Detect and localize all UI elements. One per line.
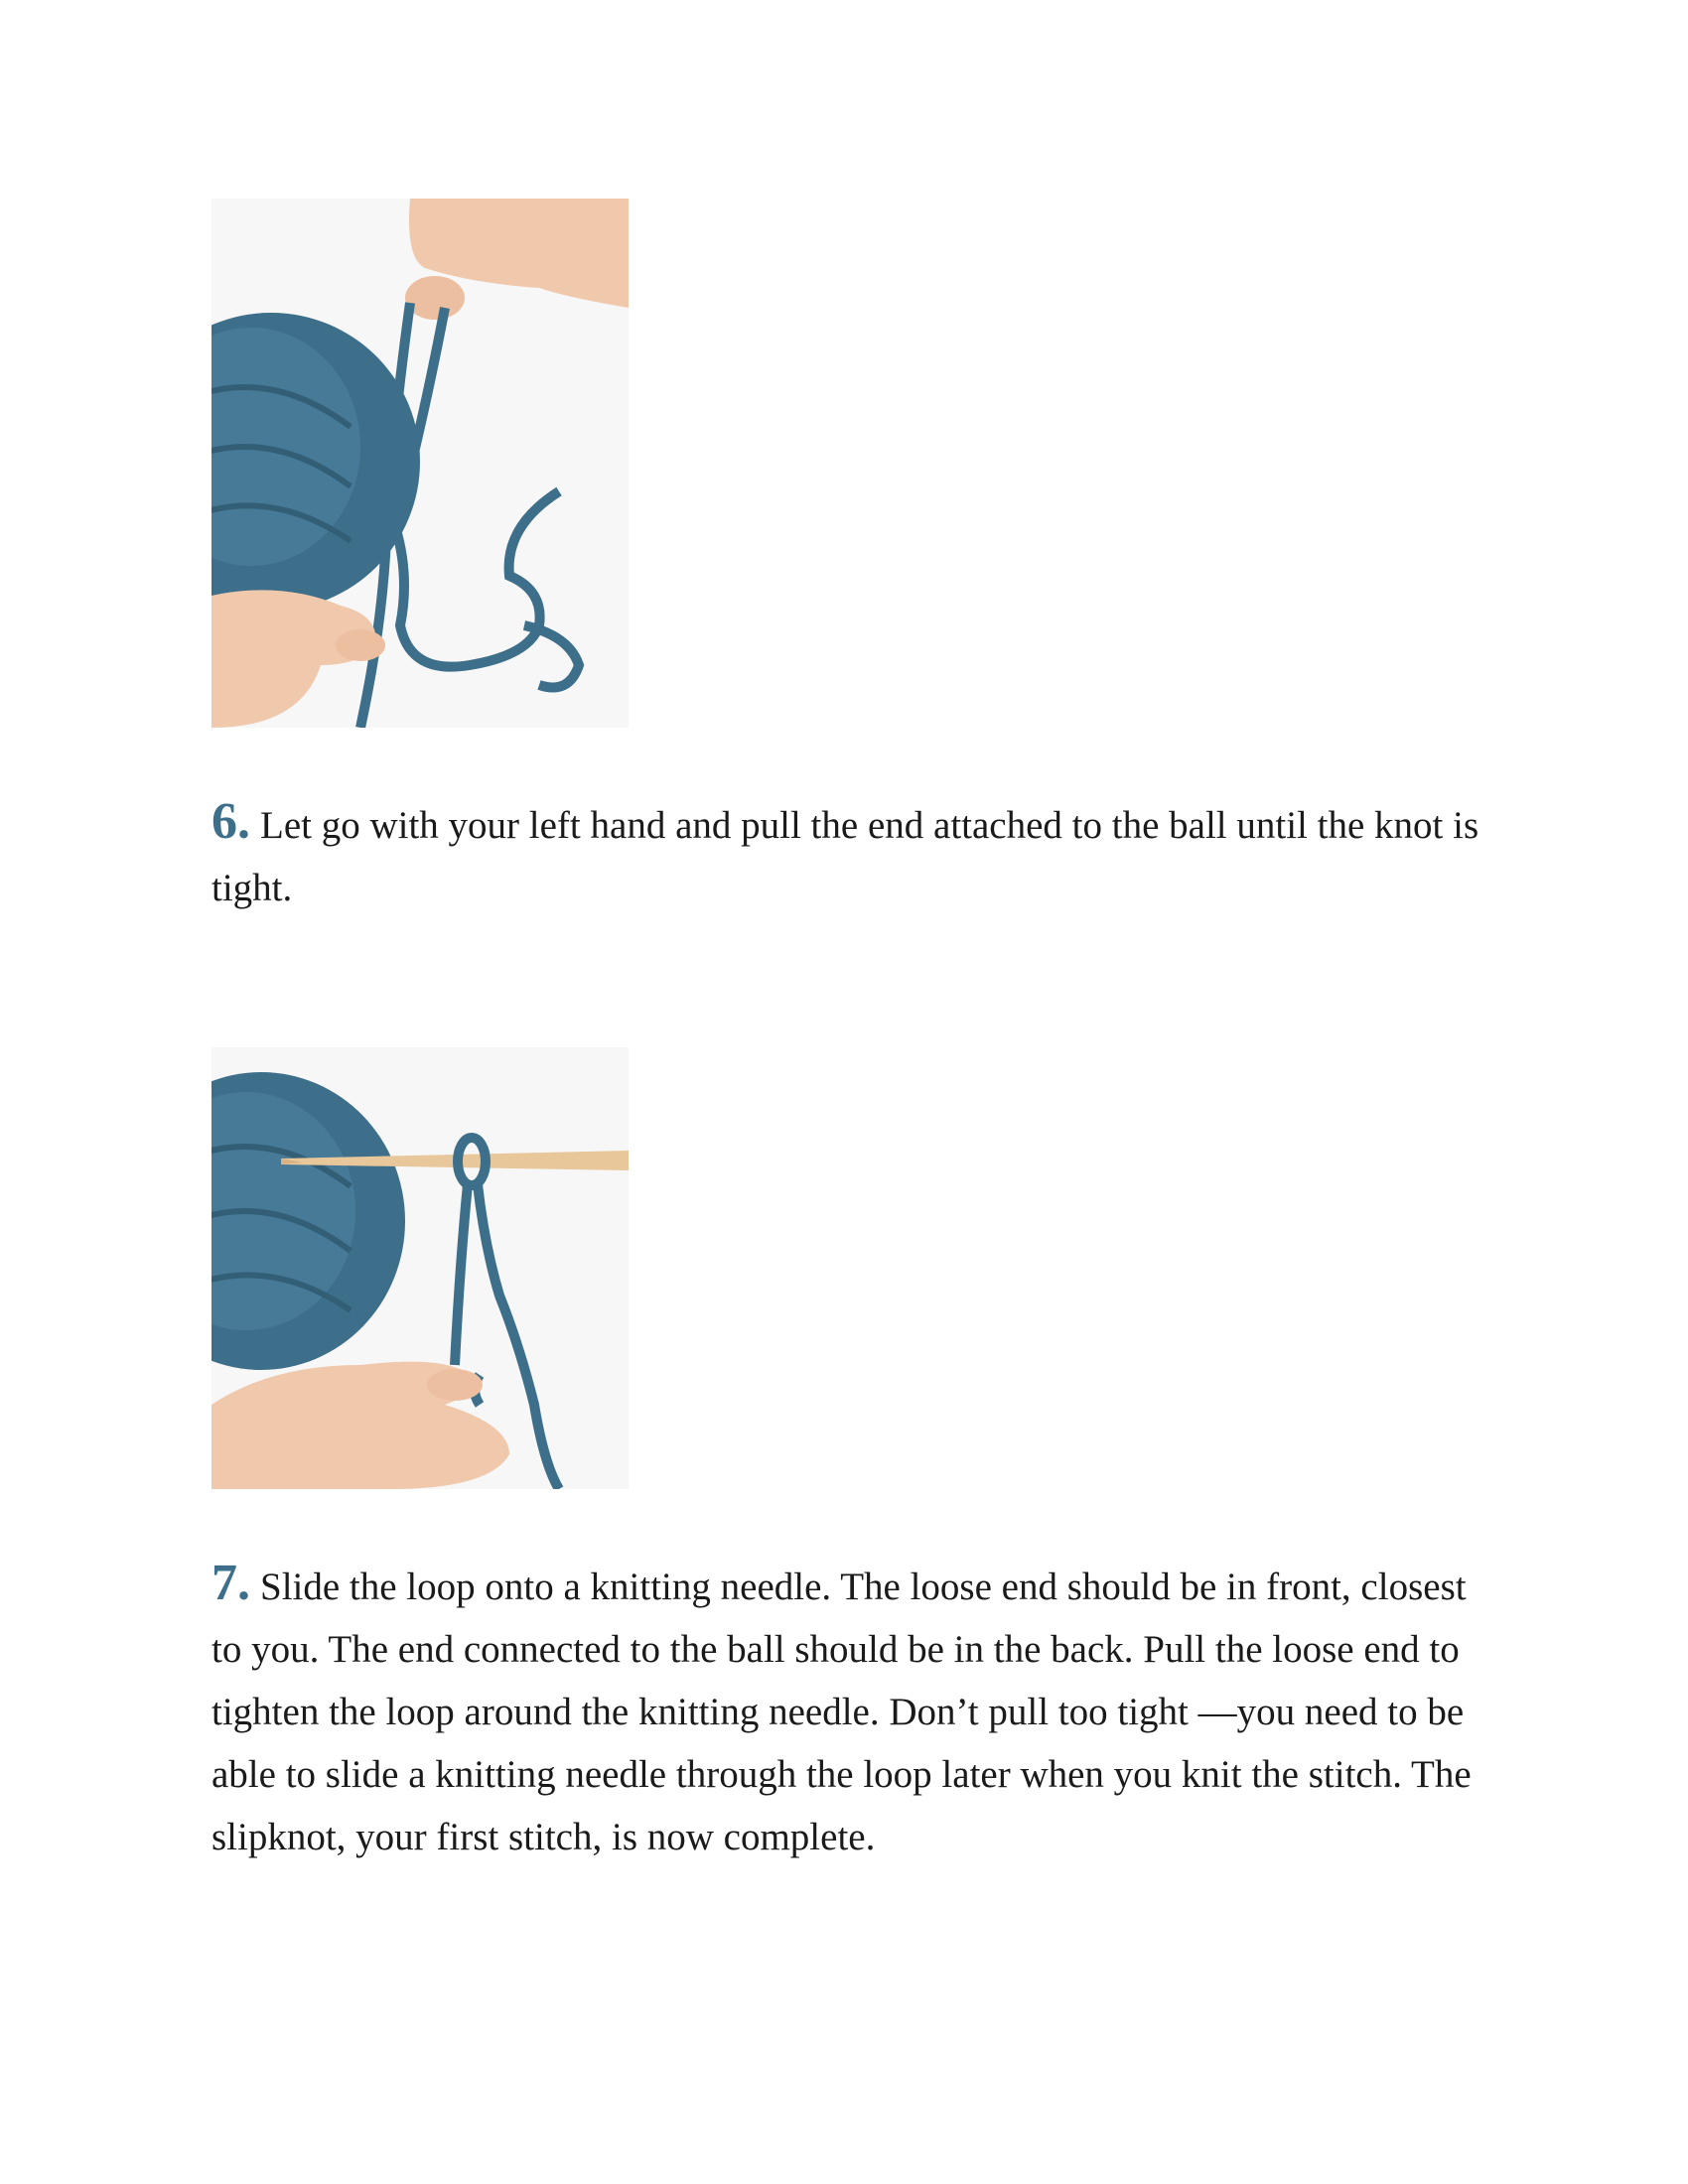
photo-slipknot-on-needle: [211, 1047, 629, 1489]
photo-yarn-loop-pull: [211, 199, 629, 728]
step-number: 6.: [211, 793, 250, 850]
needle-slipknot-illustration: [211, 1047, 629, 1489]
step-text: Let go with your left hand and pull the end attached to the ball until the knot is tight.: [211, 804, 1479, 909]
step-6-instruction: [211, 790, 1492, 919]
step-text: Slide the loop onto a knitting needle. The loose end should be in front, closest to you. The end connected to the ball should be in the back. Pull the loose end to tighten the loop around the knitting needle. Don’t pull too tight —you need to be able to slide a knitting needle through the loop later when you knit the stitch. The slipknot, your first stitch, is now complete.: [211, 1566, 1472, 1858]
step-number: 7.: [211, 1555, 250, 1611]
yarn-ball-hand-illustration: [211, 199, 629, 728]
step-7-instruction: [211, 1552, 1492, 1868]
